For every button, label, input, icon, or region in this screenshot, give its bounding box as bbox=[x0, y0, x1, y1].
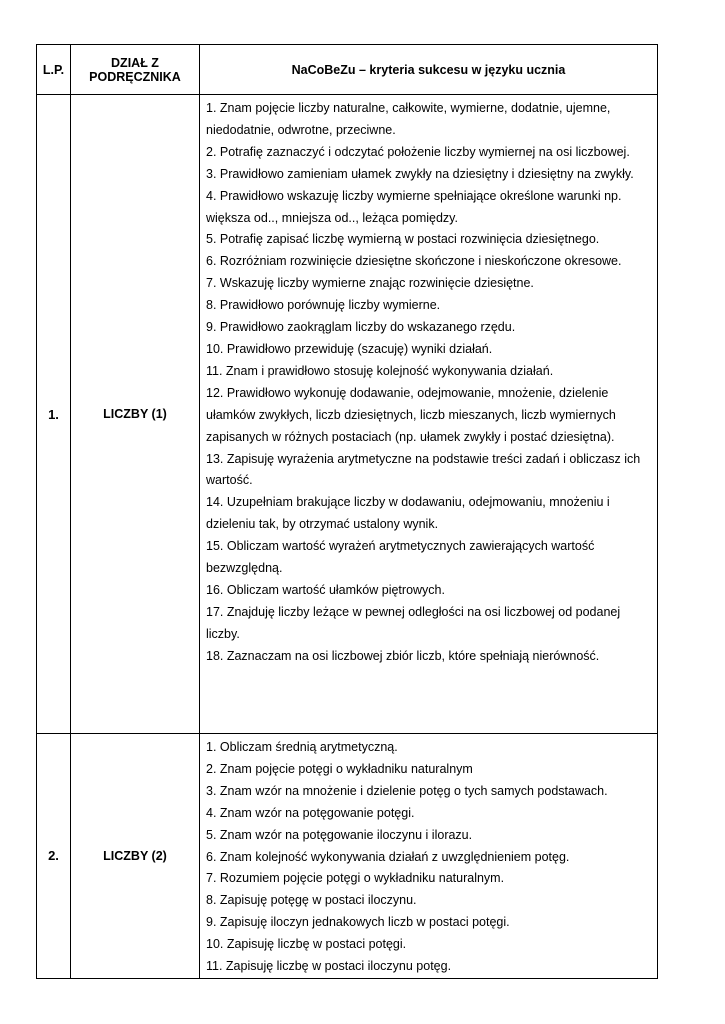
criterion-item: 7. Rozumiem pojęcie potęgi o wykładniku naturalnym. bbox=[206, 871, 505, 886]
criterion-item: 5. Znam wzór na potęgowanie iloczynu i ilorazu. bbox=[206, 827, 473, 842]
criteria-list bbox=[200, 734, 658, 979]
criterion-item: 2. Znam pojęcie potęgi o wykładniku naturalnym bbox=[206, 761, 473, 776]
row-number: 2. bbox=[37, 734, 71, 979]
criterion-item: 18. Zaznaczam na osi liczbowej zbiór liczb, które spełniają nierówność. bbox=[206, 648, 600, 663]
criterion-item: 12. Prawidłowo wykonuję dodawanie, odejmowanie, mnożenie, dzielenie ułamków zwykłych, liczb dziesiętnych, liczb mieszanych, liczb wymiernych zapisanych w różnych postaciach (np. ułamek zwykły i postać dziesiętna). bbox=[206, 385, 616, 444]
criterion-item: 6. Rozróżniam rozwinięcie dziesiętne skończone i nieskończone okresowe. bbox=[206, 254, 622, 269]
header-dzial-line2: PODRĘCZNIKA bbox=[89, 69, 181, 84]
section-name: LICZBY (1) bbox=[71, 95, 200, 734]
criterion-item: 2. Potrafię zaznaczyć i odczytać położenie liczby wymiernej na osi liczbowej. bbox=[206, 144, 630, 159]
table-row bbox=[37, 95, 658, 734]
row-number: 1. bbox=[37, 95, 71, 734]
criterion-item: 8. Zapisuję potęgę w postaci iloczynu. bbox=[206, 893, 417, 908]
header-dzial bbox=[71, 45, 200, 95]
header-lp: L.P. bbox=[37, 45, 71, 95]
criterion-item: 13. Zapisuję wyrażenia arytmetyczne na podstawie treści zadań i obliczasz ich wartość. bbox=[206, 451, 641, 488]
criterion-item: 9. Prawidłowo zaokrąglam liczby do wskazanego rzędu. bbox=[206, 320, 516, 335]
criterion-item: 15. Obliczam wartość wyrażeń arytmetycznych zawierających wartość bezwzględną. bbox=[206, 539, 595, 576]
criterion-item: 14. Uzupełniam brakujące liczby w dodawaniu, odejmowaniu, mnożeniu i dzieleniu tak, by otrzymać ustalony wynik. bbox=[206, 495, 610, 532]
criterion-item: 6. Znam kolejność wykonywania działań z uwzględnieniem potęg. bbox=[206, 849, 570, 864]
header-row bbox=[37, 45, 658, 95]
criterion-item: 17. Znajduję liczby leżące w pewnej odległości na osi liczbowej od podanej liczby. bbox=[206, 604, 621, 641]
header-dzial-line1: DZIAŁ Z bbox=[111, 55, 159, 70]
criterion-item: 4. Prawidłowo wskazuję liczby wymierne spełniające określone warunki np. większa od.., mniejsza od.., leżąca pomiędzy. bbox=[206, 188, 622, 225]
header-kryteria: NaCoBeZu – kryteria sukcesu w języku ucznia bbox=[200, 45, 658, 95]
criterion-item: 1. Obliczam średnią arytmetyczną. bbox=[206, 740, 398, 754]
criterion-item: 10. Zapisuję liczbę w postaci potęgi. bbox=[206, 937, 407, 952]
criterion-item: 5. Potrafię zapisać liczbę wymierną w postaci rozwinięcia dziesiętnego. bbox=[206, 232, 600, 247]
criterion-item: 8. Prawidłowo porównuję liczby wymierne. bbox=[206, 298, 441, 313]
criterion-item: 10. Prawidłowo przewiduję (szacuję) wyniki działań. bbox=[206, 341, 493, 356]
criterion-item: 4. Znam wzór na potęgowanie potęgi. bbox=[206, 805, 415, 820]
criterion-item: 16. Obliczam wartość ułamków piętrowych. bbox=[206, 582, 445, 597]
criteria-table bbox=[36, 44, 658, 979]
criteria-list bbox=[200, 95, 658, 734]
criterion-item: 11. Znam i prawidłowo stosuję kolejność wykonywania działań. bbox=[206, 363, 554, 378]
criterion-item: 3. Prawidłowo zamieniam ułamek zwykły na dziesiętny i dziesiętny na zwykły. bbox=[206, 166, 634, 181]
criterion-item: 1. Znam pojęcie liczby naturalne, całkowite, wymierne, dodatnie, ujemne, niedodatnie, odwrotne, przeciwne. bbox=[206, 101, 611, 137]
criterion-item: 11. Zapisuję liczbę w postaci iloczynu potęg. bbox=[206, 959, 452, 974]
criterion-item: 3. Znam wzór na mnożenie i dzielenie potęg o tych samych podstawach. bbox=[206, 783, 608, 798]
table-row bbox=[37, 734, 658, 979]
criterion-item: 9. Zapisuję iloczyn jednakowych liczb w postaci potęgi. bbox=[206, 915, 510, 930]
section-name: LICZBY (2) bbox=[71, 734, 200, 979]
criterion-item: 7. Wskazuję liczby wymierne znając rozwinięcie dziesiętne. bbox=[206, 276, 534, 291]
